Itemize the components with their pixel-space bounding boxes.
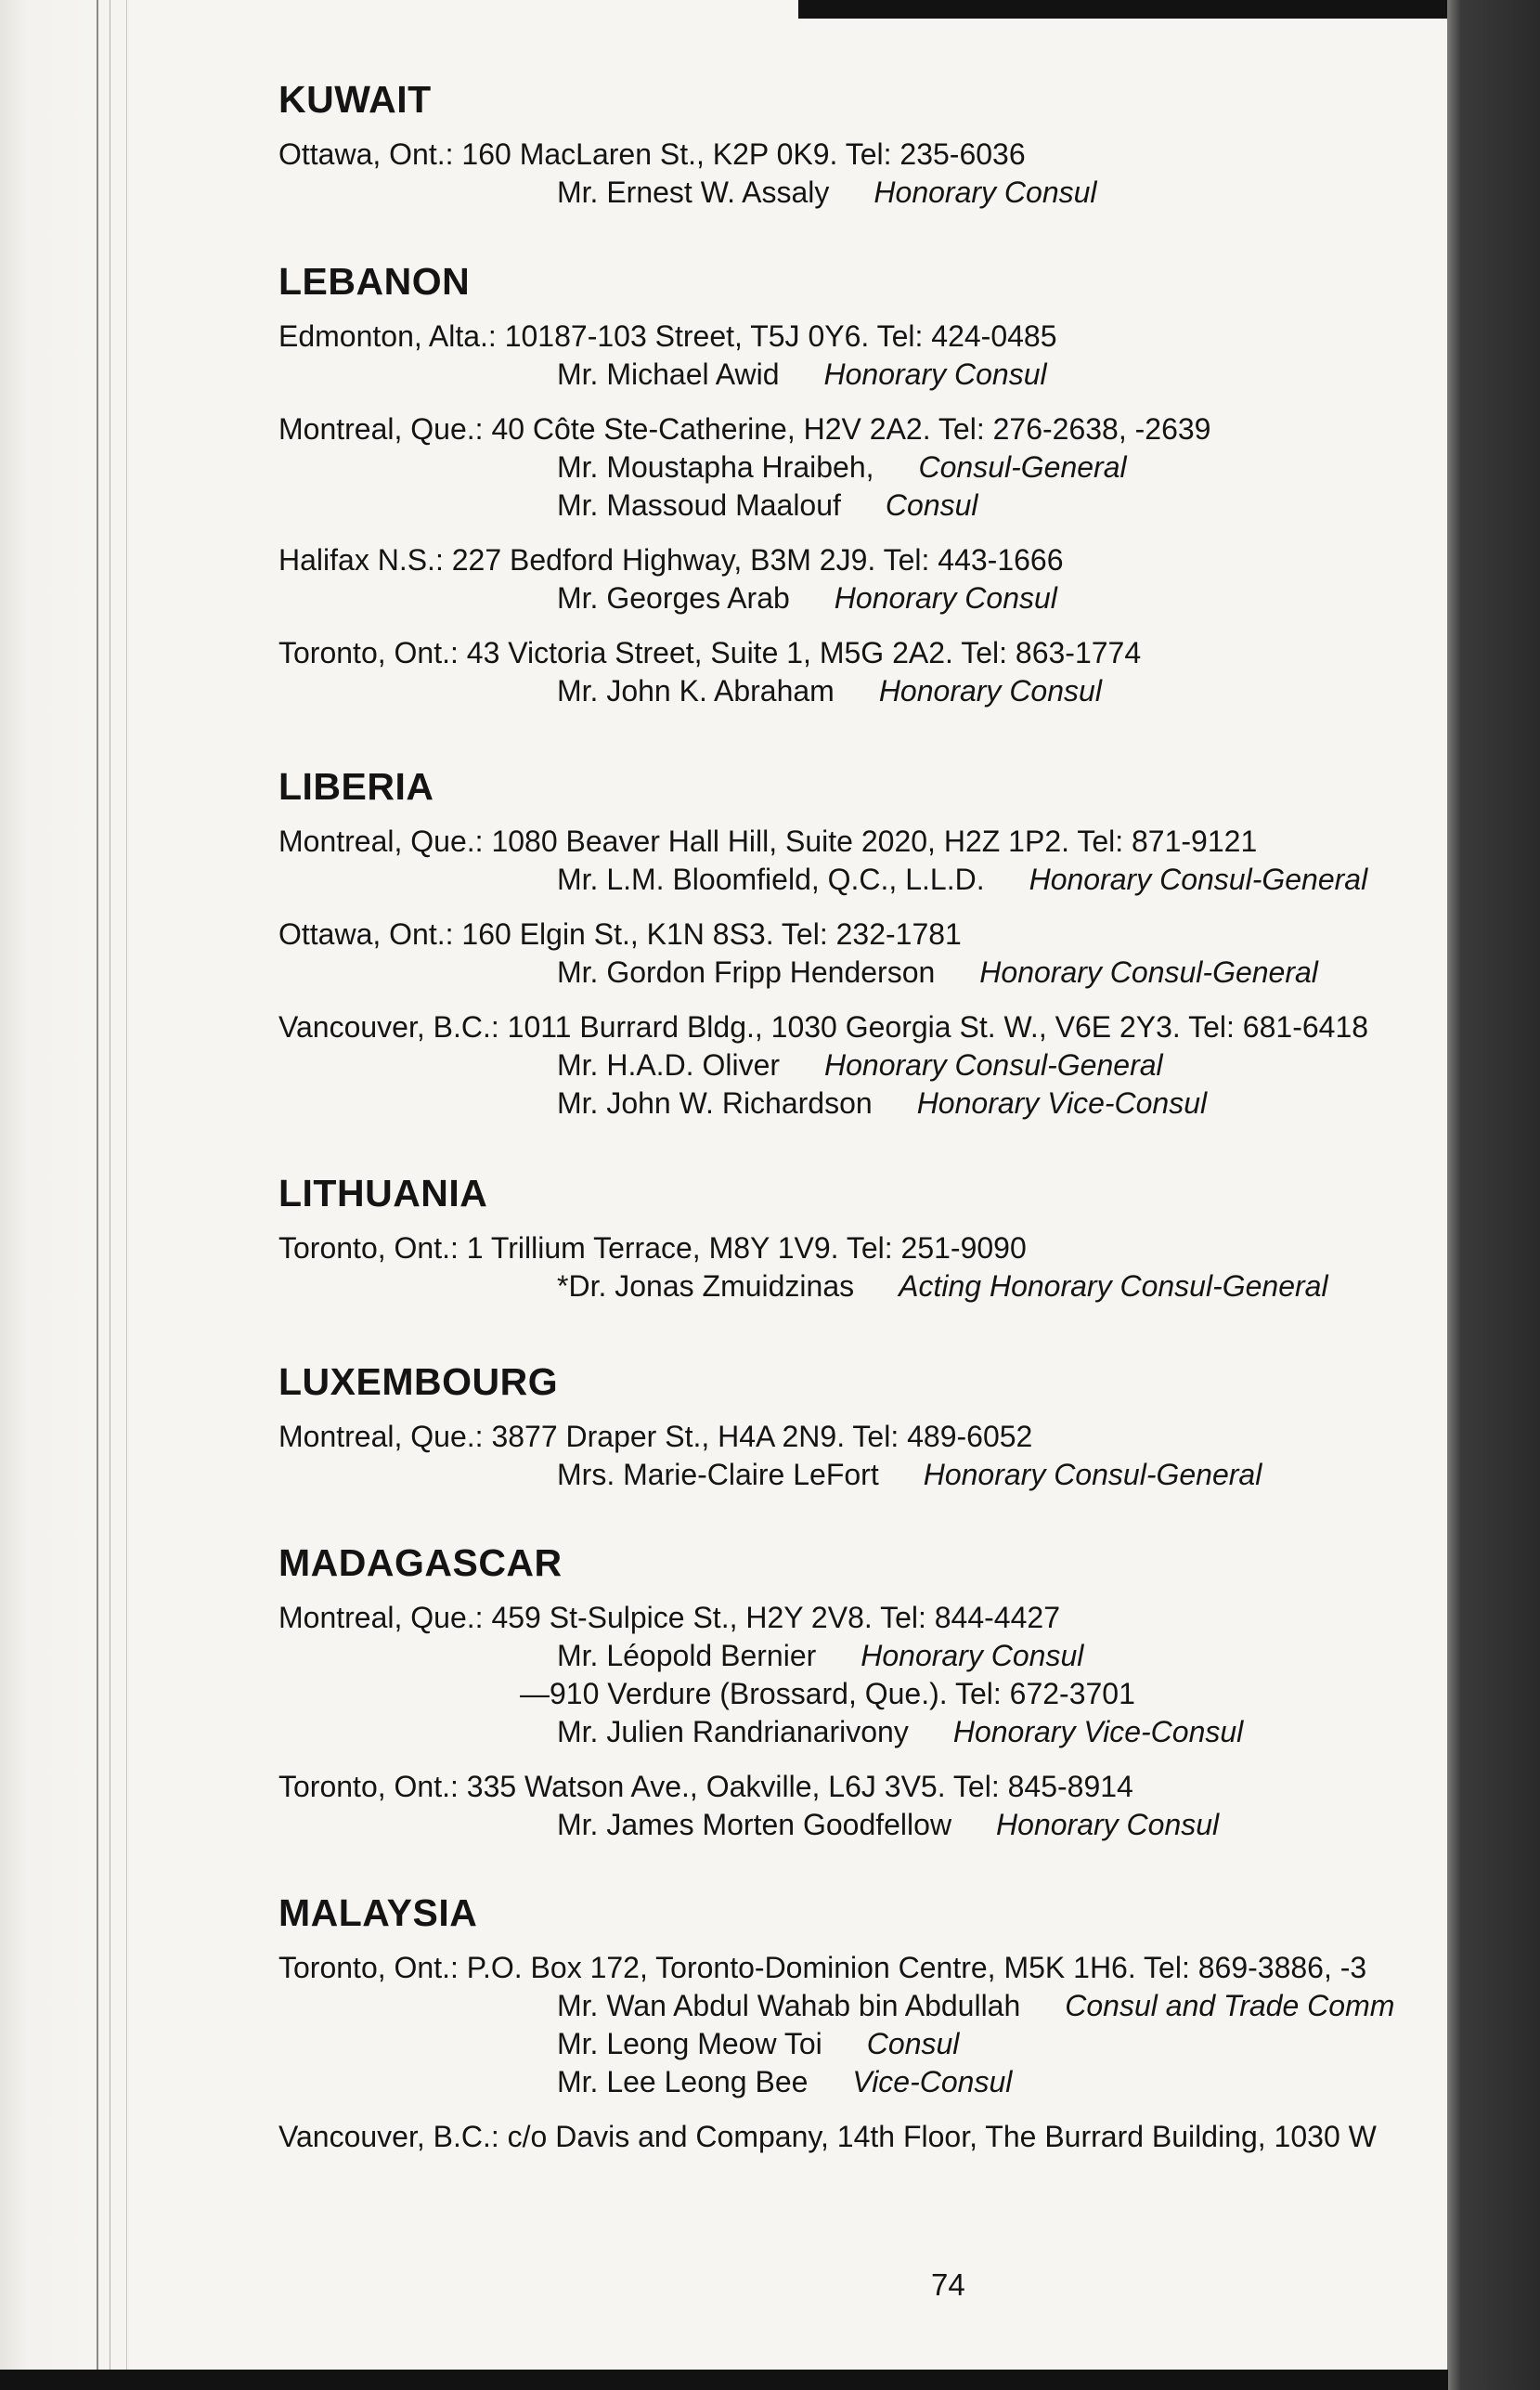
consul-title: Consul-General — [918, 450, 1127, 484]
consul-title: Honorary Consul — [823, 357, 1047, 391]
consulate-entry — [278, 1229, 1448, 1305]
city-label: Toronto, Ont.: — [278, 1231, 459, 1265]
gutter-line — [126, 0, 127, 2390]
address-line — [278, 541, 1448, 579]
consulate-entry — [278, 1599, 1448, 1751]
consul-line — [278, 448, 1448, 487]
country-heading: LITHUANIA — [278, 1172, 488, 1214]
spacer — [459, 1770, 467, 1803]
consulate-entry — [278, 634, 1448, 710]
consulate-entry — [278, 410, 1448, 525]
spacer — [499, 2120, 508, 2153]
consul-line — [278, 1085, 1448, 1123]
consul-name: Mr. James Morten Goodfellow — [557, 1808, 952, 1841]
country-heading: LIBERIA — [278, 765, 434, 808]
facing-page-edge — [1447, 0, 1540, 2390]
city-label: Toronto, Ont.: — [278, 1770, 459, 1803]
address-line — [278, 1008, 1448, 1046]
consul-name: Mr. Wan Abdul Wahab bin Abdullah — [557, 1989, 1021, 2022]
consul-line — [278, 1046, 1448, 1085]
consul-name: Mr. Ernest W. Assaly — [557, 175, 830, 209]
address-line — [278, 2118, 1448, 2156]
consul-name: Mr. John W. Richardson — [557, 1086, 873, 1120]
consul-line — [278, 1267, 1448, 1305]
consul-title: Vice-Consul — [852, 2065, 1013, 2098]
spacer — [444, 543, 452, 577]
consul-title: Consul — [885, 488, 978, 522]
street-address: 43 Victoria Street, Suite 1, M5G 2A2. Tel: 863-1774 — [466, 636, 1142, 669]
consul-name: Mr. John K. Abraham — [557, 674, 835, 708]
consulate-entry — [278, 318, 1448, 394]
address-line — [278, 1599, 1448, 1637]
consul-line — [278, 1713, 1448, 1751]
consul-title: Honorary Consul-General — [923, 1458, 1262, 1491]
consul-title: Honorary Vice-Consul — [952, 1715, 1244, 1748]
consul-line — [278, 1456, 1448, 1494]
spacer — [459, 1951, 467, 1984]
spacer — [459, 636, 467, 669]
street-address: 1011 Burrard Bldg., 1030 Georgia St. W., V6E 2Y3. Tel: 681-6418 — [507, 1010, 1369, 1044]
consulate-entry — [278, 136, 1448, 212]
consul-line — [278, 174, 1448, 212]
consul-line — [278, 1987, 1448, 2025]
consul-line — [278, 356, 1448, 394]
address-line — [278, 410, 1448, 448]
country-section — [278, 1539, 1448, 1844]
street-address: 1080 Beaver Hall Hill, Suite 2020, H2Z 1P2. Tel: 871-9121 — [491, 825, 1258, 858]
consul-name: Mr. Gordon Fripp Henderson — [557, 955, 936, 989]
city-label: Toronto, Ont.: — [278, 636, 459, 669]
country-section — [278, 76, 1448, 212]
consulate-entry — [278, 1949, 1448, 2101]
city-label: Toronto, Ont.: — [278, 1951, 459, 1984]
country-heading: MALAYSIA — [278, 1891, 478, 1934]
consulate-entry — [278, 1418, 1448, 1494]
binding-gutter — [0, 0, 139, 2390]
consul-title: Acting Honorary Consul-General — [899, 1269, 1328, 1303]
consul-title: Honorary Consul-General — [979, 955, 1318, 989]
city-label: Montreal, Que.: — [278, 1420, 484, 1453]
consul-name: Mr. L.M. Bloomfield, Q.C., L.L.D. — [557, 863, 985, 896]
consul-line — [278, 861, 1448, 899]
city-label: Montreal, Que.: — [278, 1601, 484, 1634]
city-label: Montreal, Que.: — [278, 412, 484, 446]
consul-title: Honorary Consul — [878, 674, 1102, 708]
consul-name: Mr. Julien Randrianarivony — [557, 1715, 909, 1748]
country-section — [278, 1358, 1448, 1494]
street-address: 1 Trillium Terrace, M8Y 1V9. Tel: 251-9090 — [466, 1231, 1027, 1265]
consul-title: Consul — [866, 2027, 960, 2060]
street-address: 10187-103 Street, T5J 0Y6. Tel: 424-0485 — [504, 319, 1057, 353]
consulate-entry — [278, 1768, 1448, 1844]
consul-name: Mr. Massoud Maalouf — [557, 488, 841, 522]
consul-line — [278, 672, 1448, 710]
address-line — [278, 1768, 1448, 1806]
consul-line — [278, 1637, 1448, 1675]
consul-title: Honorary Vice-Consul — [916, 1086, 1208, 1120]
city-label: Edmonton, Alta.: — [278, 319, 497, 353]
consulate-entry — [278, 2118, 1448, 2156]
consul-line — [278, 1806, 1448, 1844]
street-address: 335 Watson Ave., Oakville, L6J 3V5. Tel: 845-8914 — [466, 1770, 1133, 1803]
consul-title: Honorary Consul-General — [824, 1048, 1163, 1082]
street-address: 40 Côte Ste-Catherine, H2V 2A2. Tel: 276-2638, -2639 — [491, 412, 1211, 446]
consulate-entry — [278, 823, 1448, 899]
city-label: Vancouver, B.C.: — [278, 2120, 499, 2153]
consul-name: Mr. H.A.D. Oliver — [557, 1048, 781, 1082]
street-address: 160 Elgin St., K1N 8S3. Tel: 232-1781 — [461, 917, 962, 951]
consul-line — [278, 2063, 1448, 2101]
street-address: 160 MacLaren St., K2P 0K9. Tel: 235-6036 — [461, 137, 1026, 171]
address-line — [278, 136, 1448, 174]
address-line — [278, 823, 1448, 861]
consul-name: Mr. Leong Meow Toi — [557, 2027, 822, 2060]
consul-title: Honorary Consul — [834, 581, 1057, 615]
consul-title: Consul and Trade Comm — [1065, 1989, 1395, 2022]
address-line — [278, 1418, 1448, 1456]
page-number: 74 — [931, 2267, 965, 2302]
address-line — [278, 916, 1448, 954]
spacer — [459, 1231, 467, 1265]
consul-title: Honorary Consul-General — [1029, 863, 1368, 896]
street-address: 3877 Draper St., H4A 2N9. Tel: 489-6052 — [491, 1420, 1033, 1453]
city-label: Ottawa, Ont.: — [278, 917, 454, 951]
country-section — [278, 258, 1448, 710]
consul-name: Mr. Lee Leong Bee — [557, 2065, 809, 2098]
country-heading: MADAGASCAR — [278, 1541, 563, 1584]
consulate-entry — [278, 541, 1448, 617]
country-heading: KUWAIT — [278, 78, 432, 121]
country-section — [278, 763, 1448, 1123]
bottom-edge-shadow — [0, 2370, 1448, 2390]
consul-title: Honorary Consul — [996, 1808, 1220, 1841]
city-label: Vancouver, B.C.: — [278, 1010, 499, 1044]
consul-name: Mr. Michael Awid — [557, 357, 780, 391]
consul-line — [278, 579, 1448, 617]
consul-name: *Dr. Jonas Zmuidzinas — [557, 1269, 855, 1303]
consul-name: Mr. Léopold Bernier — [557, 1639, 817, 1672]
consul-line — [278, 487, 1448, 525]
address-line — [278, 1949, 1448, 1987]
consul-name: Mr. Georges Arab — [557, 581, 790, 615]
country-heading: LEBANON — [278, 260, 471, 303]
consul-line — [278, 954, 1448, 992]
city-label: Halifax N.S.: — [278, 543, 444, 577]
top-edge-shadow — [798, 0, 1448, 19]
country-section — [278, 1170, 1448, 1305]
address-line — [278, 1229, 1448, 1267]
consul-title: Honorary Consul — [861, 1639, 1084, 1672]
country-heading: LUXEMBOURG — [278, 1360, 559, 1403]
gutter-line — [97, 0, 98, 2390]
city-label: Ottawa, Ont.: — [278, 137, 454, 171]
consulate-entry — [278, 916, 1448, 992]
consul-line — [278, 2025, 1448, 2063]
street-address: 459 St-Sulpice St., H2Y 2V8. Tel: 844-4427 — [491, 1601, 1060, 1634]
consul-name: Mrs. Marie-Claire LeFort — [557, 1458, 879, 1491]
consul-name: Mr. Moustapha Hraibeh, — [557, 450, 874, 484]
consul-title: Honorary Consul — [874, 175, 1097, 209]
address-line — [278, 318, 1448, 356]
street-address: P.O. Box 172, Toronto-Dominion Centre, M5K 1H6. Tel: 869-3886, -3 — [466, 1951, 1367, 1984]
address-line — [278, 634, 1448, 672]
spacer — [497, 319, 505, 353]
city-label: Montreal, Que.: — [278, 825, 484, 858]
secondary-address: —910 Verdure (Brossard, Que.). Tel: 672-3701 — [520, 1677, 1135, 1710]
country-section — [278, 1890, 1448, 2156]
street-address: c/o Davis and Company, 14th Floor, The Burrard Building, 1030 W — [507, 2120, 1377, 2153]
street-address: 227 Bedford Highway, B3M 2J9. Tel: 443-1666 — [451, 543, 1064, 577]
consulate-entry — [278, 1008, 1448, 1123]
spacer — [499, 1010, 508, 1044]
